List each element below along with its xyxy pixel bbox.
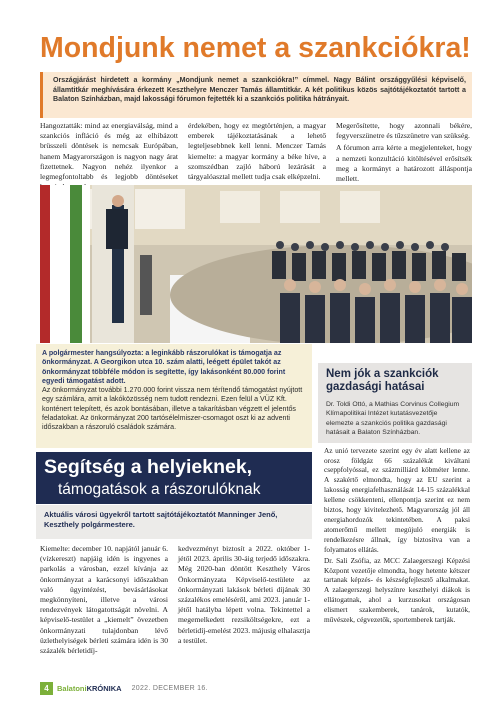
main-title <box>40 30 480 66</box>
photo-caption <box>36 344 312 448</box>
article1-col1 <box>40 121 178 194</box>
article2-col1-text: Kiemelte: december 10. napjától január 6. (vízkereszt) napjáig idén is ingyenes a parkolás a városban, ezzel kívánja az önkormányzat a karácsonyi időszakban való ügyintézést, bevásárlásokat megkönnyíteni, illetve a városi rendezvények látogatottságát növelni. A képviselő-testület a „kiemelt” övezetben önkormányzati tulajdonban lévő üzlethelyiségek bérleti számára idén is 30 százalék bérletidíj- <box>40 544 168 656</box>
sidebar-box <box>318 363 472 659</box>
sidebar-paragraph: Dr. Sali Zsófia, az MCC Zalaegerszegi Képzési Központ vezetője elmondta, hogy hetente kétszer tartanak képzés- és készségfejlesztő alkalmakat. A zalaegerszegi helyszínre keszthelyi diákok is ellátogatnak, ahol a kurzusokat országosan elismert szakemberek, tanárok, kutatók, művészek, cégvezetők, sportemberek tartják. <box>324 555 470 625</box>
article1-col3 <box>336 121 472 186</box>
sidebar-paragraph: Az unió tervezete szerint egy év alatt kellene az orosz földgáz 66 százalékát kiváltani cseppfolyóssal, ez százmilliárd köbméter lenne. A szakértő elmondta, hogy az EU szerint a lakosság energiafelhasználását 14-15 százalékkal kellene csökkenteni, ellenpontja szerint ez nem biztos, hogy kivitelezhető. Magyarország jól áll energiahordozók tekintetében. A paksi atomerőmű mellett megújuló energiák is rendelkezésre állnak, így biztosítva van a folyamatos ellátás. <box>324 445 470 554</box>
event-photo-image <box>40 185 472 343</box>
article2-title-line1: Segítség a helyieknek, <box>44 456 253 478</box>
issue-date: 2022. DECEMBER 16. <box>131 684 208 692</box>
article2-lead-text: Aktuális városi ügyekről tartott sajtótájékoztatót Manninger Jenő, Keszthely polgármestere. <box>44 510 278 530</box>
article1-col2-text: érdekében, hogy ez megtörténjen, a magyar emberek tájékoztatásának a lehető legteljesebbnek kell lenni. Menczer Tamás kiemelte: a magyar kormány a béke híve, a szomszédban zajló háború lezárását a tárgyalóasztal mellett tudja csak elképzelni. <box>188 121 326 182</box>
article2-title-line2: támogatások a rászorulóknak <box>58 481 261 498</box>
article2-title <box>36 452 312 504</box>
sidebar-lead <box>318 398 472 443</box>
main-title-light: Mondjunk <box>40 32 175 64</box>
main-title-bold: nemet a szankciókra! <box>182 32 471 64</box>
event-photo <box>40 185 472 343</box>
page-footer <box>40 681 208 695</box>
photo-caption-plain: Az önkormányzat további 1.270.000 forint vissza nem térítendő támogatást nyújtott egy számlára, amit a lakóközösség nem tudott rendezni. Ezen felül a VÜZ Kft. konténert telepített, és azok bontásában, illetve a takarításban végzett el jelentős feladatokat. Az önkormányzat 200 tartósélelmiszer-csomagot oszt ki az adventi időszakban a rászoruló családok számára. <box>42 386 303 432</box>
page-number: 4 <box>40 682 53 695</box>
sidebar-lead-text: Dr. Toldi Ottó, a Mathias Corvinus Collegium Klímapolitikai Intézet kutatásvezetője elemezte a szankciós politika gazdasági hatásait a Balaton Színházban. <box>326 401 460 437</box>
article-lead-text: Országjárást hirdetett a kormány „Mondjunk nemet a szankciókra!” címmel. Nagy Bálint országgyűlési képviselő, államtitkár meghívására érkezett Keszthelyre Menczer Tamás államtitkár. A két politikus közös sajtótájékoztatót tartott a Balaton Színházban, majd lakossági fórumon fejtették ki a szankciós politika hátrányait. <box>53 76 466 104</box>
magazine-name <box>57 684 122 693</box>
article1-col3-p1: Megerősítette, hogy azonnali békére, fegyverszünetre és tűzszünetre van szükség. <box>336 121 472 141</box>
article2-col2 <box>178 544 310 648</box>
article1-col3-p2: A fórumon arra kérte a megjelenteket, hogy a nemzeti konzultáció kitöltésével erősítsék meg a kormányt a határozott álláspontja mellett. <box>336 143 472 184</box>
sidebar-header <box>318 363 472 398</box>
photo-caption-bold: A polgármester hangsúlyozta: a leginkább rászorulókat is támogatja az önkormányzat. A Georgikon utca 10. szám alatti, leégett épület takót az önkormányzat többféle módon is segítette, így lakásonként 80.000 forint egyedi támogatást adott. <box>42 349 286 385</box>
article1-col1-text: Hangoztatták: mind az energiaválság, mind a szankciós infláció és még az elhibázott brüsszeli döntések is nemcsak Európában, hanem Magyarországon is nagyon nagy árat fizettetnek. Nagyon nehéz ilyenkor a legmegfontoltabb és legjobb döntéseket <box>40 121 178 182</box>
sidebar-title: Nem jók a szankciók gazdasági hatásai <box>326 368 439 393</box>
article-lead <box>40 72 472 118</box>
article2-lead <box>36 505 312 539</box>
magazine-name-b: KRÓNIKA <box>86 683 122 693</box>
magazine-name-a: Balatoni <box>57 683 87 693</box>
sidebar-body <box>318 443 472 625</box>
article2-col1 <box>40 544 168 658</box>
article2-col2-text: kedvezményt biztosít a 2022. október 1-jétől 2023. április 30-áig terjedő időszakra. Még 2020-ban döntött Keszthely Város Önkormányzata Képviselő-testülete az önkormányzati lakások bérleti díjának 30 százalékos emeléséről, ami 2023. január 1-jétől hatályba lépett volna. Tekintettel a megemelkedett rezsiköltségekre, ezt a bérletidíj-emelést 2023. májusig elhalasztja a testület. <box>178 544 311 645</box>
article1-col2 <box>188 121 326 184</box>
